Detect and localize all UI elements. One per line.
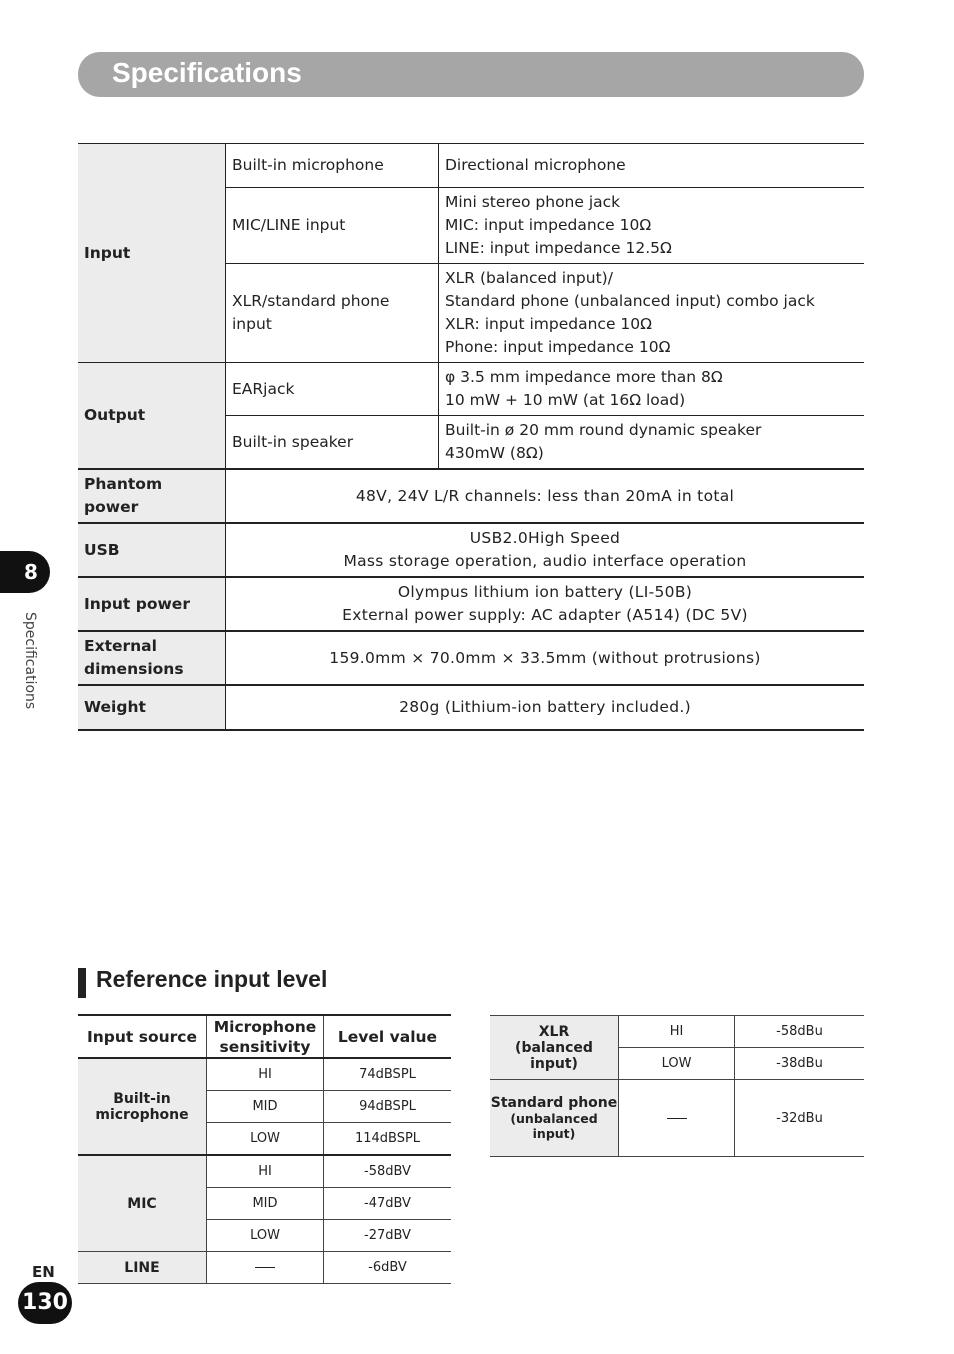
source-line: (unbalanced input) [510,1111,598,1141]
sensitivity-cell: MID [207,1091,324,1123]
level-cell: 74dBSPL [324,1058,452,1091]
sensitivity-cell: MID [207,1188,324,1220]
value-line: φ 3.5 mm impedance more than 8Ω [445,368,723,386]
cell-value [439,188,865,264]
cell-value [439,363,865,416]
table-row [78,144,864,188]
value-line: LINE: input impedance 12.5Ω [445,239,672,257]
chapter-tab [0,551,50,593]
table-row [78,1252,451,1284]
sensitivity-cell [207,1252,324,1284]
row-header: Output [78,363,226,470]
reference-level-table-balanced [490,1015,864,1157]
header-line: External [84,637,157,655]
sensitivity-cell: HI [207,1058,324,1091]
cell-value: 48V, 24V L/R channels: less than 20mA in total [226,469,865,523]
section-title-text: Reference input level [96,966,328,992]
value-line: Standard phone (unbalanced input) combo jack [445,292,815,310]
level-cell: -47dBV [324,1188,452,1220]
value-line: Mass storage operation, audio interface operation [343,552,747,570]
table-row [78,685,864,730]
row-header [78,631,226,685]
header-line: sensitivity [219,1037,311,1056]
row-header: USB [78,523,226,577]
cell-value [226,577,865,631]
value-line: 430mW (8Ω) [445,444,544,462]
source-cell [490,1080,619,1157]
value-line: 10 mW + 10 mW (at 16Ω load) [445,391,686,409]
cell-value: 159.0mm × 70.0mm × 33.5mm (without protrusions) [226,631,865,685]
source-line: microphone [95,1106,189,1123]
specifications-table [78,143,864,731]
dash-mark [667,1118,687,1119]
value-line: External power supply: AC adapter (A514) (DC 5V) [342,606,748,624]
table-row [78,523,864,577]
sensitivity-cell: LOW [207,1123,324,1156]
level-cell: 114dBSPL [324,1123,452,1156]
table-header-row [78,1015,451,1058]
source-cell: LINE [78,1252,207,1284]
level-cell: -58dBu [735,1016,865,1048]
level-cell: -38dBu [735,1048,865,1080]
sensitivity-cell: LOW [207,1220,324,1252]
chapter-label: Specifications [22,612,38,710]
source-line: Built-in [113,1090,171,1107]
sensitivity-cell: LOW [619,1048,735,1080]
source-line: Standard phone [490,1095,618,1111]
value-line: Olympus lithium ion battery (LI-50B) [397,583,693,601]
cell-value: 280g (Lithium-ion battery included.) [226,685,865,730]
header-line: Microphone [213,1017,317,1036]
value-line: Mini stereo phone jack [445,193,621,211]
page-title: Specifications [112,57,302,88]
row-subheader: EARjack [226,363,439,416]
source-line: XLR [538,1023,570,1040]
level-cell: -27dBV [324,1220,452,1252]
source-cell: MIC [78,1155,207,1252]
reference-level-table [78,1014,451,1284]
dash-mark [255,1267,275,1268]
cell-value [439,416,865,470]
row-header: Weight [78,685,226,730]
value-line: XLR (balanced input)/ [445,269,613,287]
language-label: EN [32,1263,55,1281]
column-header: Level value [324,1015,452,1058]
cell-value [226,523,865,577]
page-title-bar [78,52,864,97]
table-row [78,1058,451,1091]
sensitivity-cell: HI [207,1155,324,1188]
value-line: XLR: input impedance 10Ω [445,315,652,333]
source-cell [78,1058,207,1155]
table-row [78,577,864,631]
row-subheader: MIC/LINE input [226,188,439,264]
page-number: 130 [18,1282,72,1324]
row-header: Input [78,144,226,363]
header-line: dimensions [84,660,184,678]
chapter-number: 8 [24,560,38,584]
row-subheader: Built-in microphone [226,144,439,188]
source-cell [490,1016,619,1080]
level-cell: -32dBu [735,1080,865,1157]
row-header: Input power [78,577,226,631]
source-line: (balanced input) [515,1039,593,1072]
cell-value [439,264,865,363]
level-cell: 94dBSPL [324,1091,452,1123]
level-cell: -58dBV [324,1155,452,1188]
column-header [207,1015,324,1058]
table-row [78,631,864,685]
value-line: Built-in ø 20 mm round dynamic speaker [445,421,762,439]
value-line: USB2.0High Speed [469,529,621,547]
row-subheader: XLR/standard phone input [226,264,439,363]
cell-value: Directional microphone [439,144,865,188]
row-subheader: Built-in speaker [226,416,439,470]
sensitivity-cell: HI [619,1016,735,1048]
sensitivity-cell [619,1080,735,1157]
row-header: Phantom power [78,469,226,523]
section-marker [78,968,86,998]
table-row [78,1155,451,1188]
table-row [490,1080,864,1157]
value-line: Phone: input impedance 10Ω [445,338,671,356]
level-cell: -6dBV [324,1252,452,1284]
column-header: Input source [78,1015,207,1058]
value-line: MIC: input impedance 10Ω [445,216,652,234]
table-row [78,469,864,523]
table-row [490,1016,864,1048]
table-row [78,363,864,416]
